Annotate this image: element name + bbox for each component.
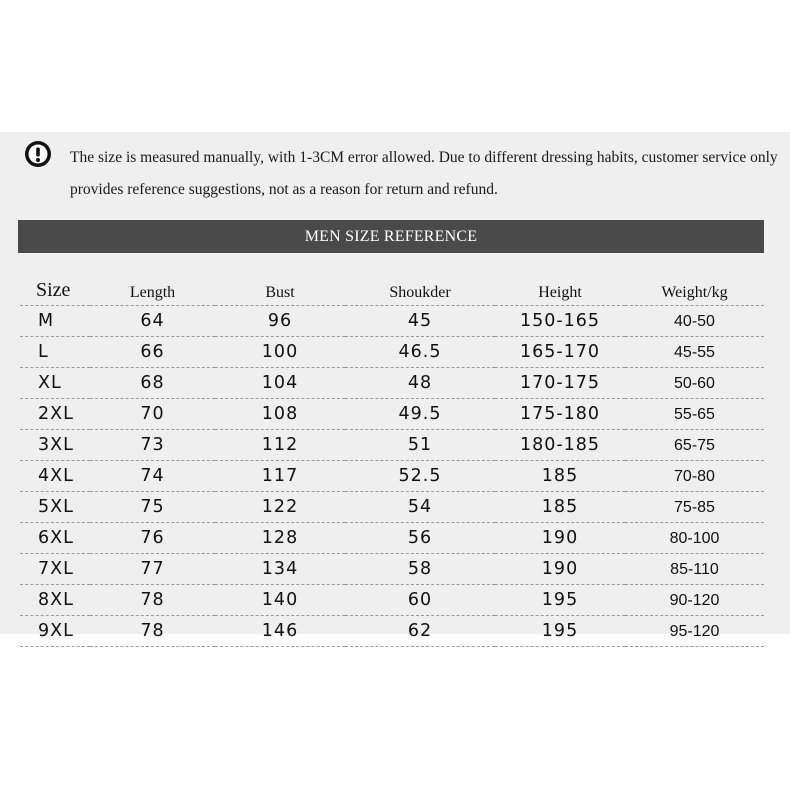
cell-height: 190 [495, 523, 625, 554]
cell-height: 165-170 [495, 337, 625, 368]
table-row [20, 492, 764, 523]
cell-size: 5XL [20, 492, 90, 523]
header-weight: Weight/kg [625, 268, 764, 306]
cell-weight: 50-60 [625, 368, 764, 399]
cell-weight: 65-75 [625, 430, 764, 461]
cell-height: 175-180 [495, 399, 625, 430]
header-height: Height [495, 268, 625, 306]
cell-shoulder: 48 [345, 368, 495, 399]
cell-length: 75 [90, 492, 215, 523]
cell-length: 73 [90, 430, 215, 461]
cell-shoulder: 62 [345, 616, 495, 647]
cell-length: 78 [90, 585, 215, 616]
cell-shoulder: 56 [345, 523, 495, 554]
cell-length: 70 [90, 399, 215, 430]
header-bust: Bust [215, 268, 345, 306]
cell-size: XL [20, 368, 90, 399]
cell-height: 180-185 [495, 430, 625, 461]
table-header-row [20, 268, 764, 306]
cell-bust: 112 [215, 430, 345, 461]
cell-shoulder: 52.5 [345, 461, 495, 492]
cell-size: 6XL [20, 523, 90, 554]
cell-length: 77 [90, 554, 215, 585]
table-row [20, 337, 764, 368]
cell-shoulder: 54 [345, 492, 495, 523]
cell-bust: 104 [215, 368, 345, 399]
table-row [20, 554, 764, 585]
cell-bust: 140 [215, 585, 345, 616]
cell-height: 190 [495, 554, 625, 585]
cell-size: 7XL [20, 554, 90, 585]
exclamation-circle-icon [24, 140, 52, 168]
cell-length: 76 [90, 523, 215, 554]
table-row [20, 368, 764, 399]
table-row [20, 585, 764, 616]
header-size: Size [20, 268, 90, 306]
cell-weight: 45-55 [625, 337, 764, 368]
cell-height: 170-175 [495, 368, 625, 399]
cell-bust: 100 [215, 337, 345, 368]
table-row [20, 399, 764, 430]
cell-height: 195 [495, 616, 625, 647]
cell-bust: 122 [215, 492, 345, 523]
cell-shoulder: 58 [345, 554, 495, 585]
cell-length: 64 [90, 306, 215, 337]
cell-bust: 146 [215, 616, 345, 647]
cell-length: 68 [90, 368, 215, 399]
table-row [20, 461, 764, 492]
cell-height: 195 [495, 585, 625, 616]
cell-weight: 85-110 [625, 554, 764, 585]
cell-shoulder: 51 [345, 430, 495, 461]
size-table [20, 268, 764, 647]
cell-weight: 90-120 [625, 585, 764, 616]
cell-length: 66 [90, 337, 215, 368]
cell-length: 74 [90, 461, 215, 492]
header-shoulder: Shoukder [345, 268, 495, 306]
cell-size: L [20, 337, 90, 368]
table-row [20, 306, 764, 337]
cell-weight: 55-65 [625, 399, 764, 430]
cell-bust: 96 [215, 306, 345, 337]
cell-size: 3XL [20, 430, 90, 461]
table-row [20, 616, 764, 647]
cell-weight: 95-120 [625, 616, 764, 647]
table-row [20, 523, 764, 554]
cell-bust: 128 [215, 523, 345, 554]
cell-shoulder: 60 [345, 585, 495, 616]
cell-weight: 70-80 [625, 461, 764, 492]
table-title: MEN SIZE REFERENCE [304, 227, 478, 245]
cell-size: 4XL [20, 461, 90, 492]
cell-size: 9XL [20, 616, 90, 647]
notice-text: The size is measured manually, with 1-3CM error allowed. Due to different dressing habits, customer service only provides reference suggestions, not as a reason for return and refund. [70, 149, 778, 198]
cell-length: 78 [90, 616, 215, 647]
cell-weight: 75-85 [625, 492, 764, 523]
header-length: Length [90, 268, 215, 306]
cell-height: 150-165 [495, 306, 625, 337]
cell-size: 8XL [20, 585, 90, 616]
cell-height: 185 [495, 492, 625, 523]
table-title-bar [18, 220, 764, 253]
cell-shoulder: 45 [345, 306, 495, 337]
cell-shoulder: 49.5 [345, 399, 495, 430]
cell-weight: 40-50 [625, 306, 764, 337]
cell-bust: 108 [215, 399, 345, 430]
cell-bust: 117 [215, 461, 345, 492]
cell-size: 2XL [20, 399, 90, 430]
cell-size: M [20, 306, 90, 337]
cell-shoulder: 46.5 [345, 337, 495, 368]
cell-bust: 134 [215, 554, 345, 585]
cell-weight: 80-100 [625, 523, 764, 554]
table-row [20, 430, 764, 461]
cell-height: 185 [495, 461, 625, 492]
